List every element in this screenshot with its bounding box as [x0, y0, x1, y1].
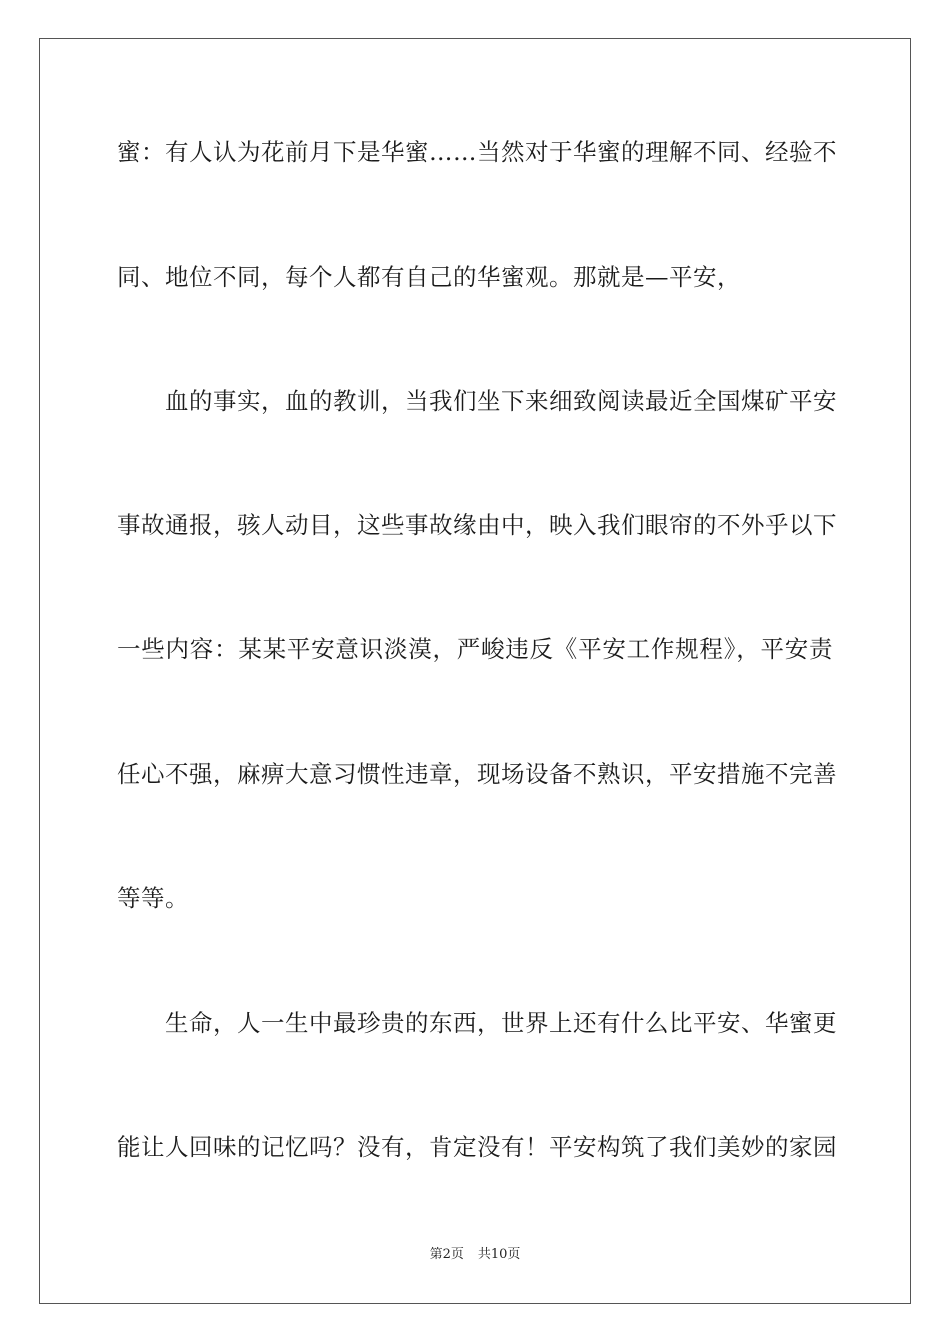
- text-line: 能让人回味的记忆吗？没有，肯定没有！平安构筑了我们美妙的家园: [117, 1133, 837, 1161]
- text-line: 一些内容：某某平安意识淡漠，严峻违反《平安工作规程》，平安责: [117, 635, 833, 663]
- text-line: 蜜：有人认为花前月下是华蜜……当然对于华蜜的理解不同、经验不: [117, 138, 837, 166]
- text-line: 同、地位不同，每个人都有自己的华蜜观。那就是—平安，: [117, 263, 741, 291]
- text-line: 生命，人一生中最珍贵的东西，世界上还有什么比平安、华蜜更: [117, 1009, 837, 1037]
- page-number: 第2页: [429, 1247, 464, 1262]
- page-footer: [0, 1247, 950, 1263]
- text-line: 任心不强，麻痹大意习惯性违章，现场设备不熟识，平安措施不完善: [117, 760, 837, 788]
- text-line: 血的事实，血的教训，当我们坐下来细致阅读最近全国煤矿平安: [117, 387, 837, 415]
- text-line: 事故通报，骇人动目，这些事故缘由中，映入我们眼帘的不外乎以下: [117, 511, 837, 539]
- page-total: 共10页: [477, 1247, 521, 1262]
- page-border: [39, 38, 911, 1304]
- text-line: 等等。: [117, 884, 189, 912]
